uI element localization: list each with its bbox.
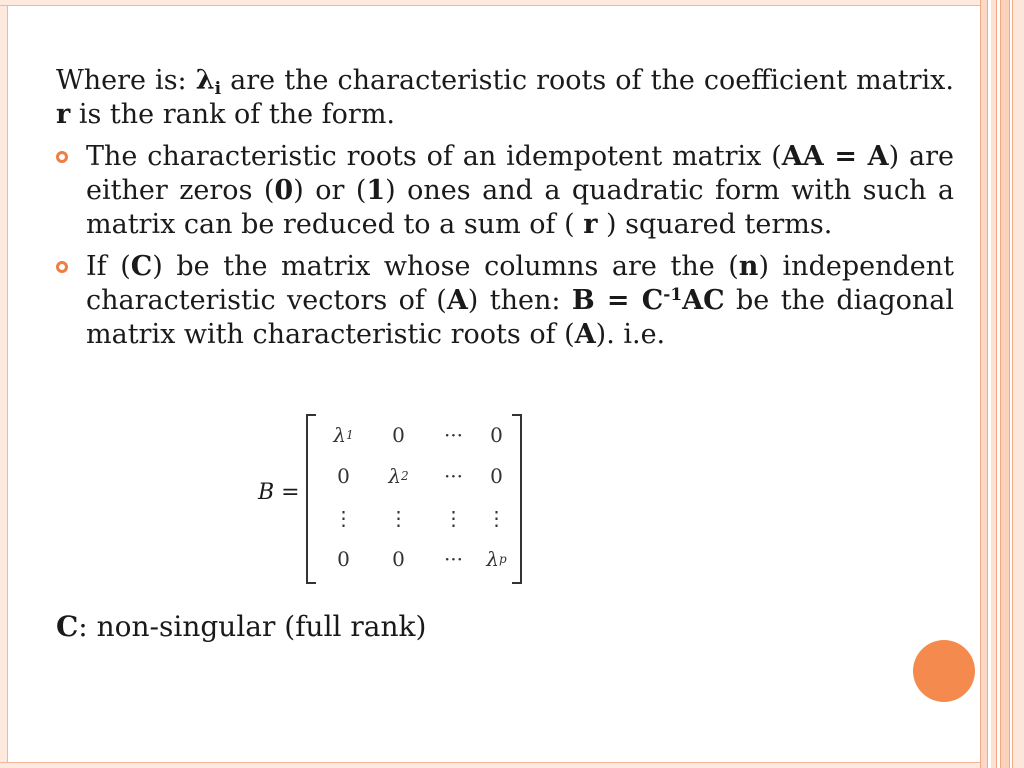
text: be the diagonal matrix with characteristic roots of ( xyxy=(86,285,955,350)
stripe xyxy=(1000,0,1010,768)
matrix-cell xyxy=(371,497,426,539)
matrix-cell xyxy=(426,414,481,456)
bold-term: AA = A xyxy=(781,141,889,172)
matrix-cell-value: 0 xyxy=(337,547,350,572)
footer-bold: C xyxy=(56,610,79,643)
bold-term: C xyxy=(130,251,153,282)
decorative-stripes xyxy=(980,0,1024,768)
lambda-symbol: λ xyxy=(195,65,215,96)
stripe xyxy=(980,0,988,768)
slide-frame-left xyxy=(0,0,8,768)
bold-term: 1 xyxy=(366,175,386,206)
matrix-cell-value: 0 xyxy=(392,547,405,572)
bullet-idempotent xyxy=(56,140,954,242)
intro-paragraph xyxy=(56,64,954,132)
bold-term: A xyxy=(446,285,468,316)
matrix-grid xyxy=(316,414,512,580)
bullet-icon xyxy=(56,261,68,273)
matrix-cell-value: ··· xyxy=(443,422,464,447)
matrix-cell-value: 0 xyxy=(490,464,503,489)
matrix-cell-value: ⋮ xyxy=(486,505,507,530)
text: ) or ( xyxy=(293,175,367,206)
matrix-cell xyxy=(426,539,481,581)
bold-term: AC xyxy=(682,285,725,316)
matrix-cell-value: ⋮ xyxy=(443,505,464,530)
matrix-cell-value: λ xyxy=(333,422,347,447)
text: is the rank of the form. xyxy=(70,99,395,130)
matrix-cell xyxy=(316,539,371,581)
bold-term: A xyxy=(574,319,596,350)
matrix-cell xyxy=(426,497,481,539)
bold-term: r xyxy=(583,209,598,240)
text: ) independent characteristic vectors of ( xyxy=(86,251,954,316)
text: ) are either zeros ( xyxy=(86,141,954,206)
decorative-circle xyxy=(913,640,975,702)
superscript: -1 xyxy=(663,285,683,305)
matrix-cell: λ 1 xyxy=(333,422,354,447)
footer-text: : non-singular (full rank) xyxy=(78,610,427,643)
matrix-cell-value: ⋮ xyxy=(388,505,409,530)
matrix-cell-value: ··· xyxy=(443,464,464,489)
matrix-lhs: B = xyxy=(258,480,300,505)
matrix-cell xyxy=(316,497,371,539)
matrix-cell xyxy=(371,539,426,581)
matrix-cell xyxy=(371,414,426,456)
text: ) ones and a quadratic form with such a matrix can be reduced to a sum of ( xyxy=(86,175,954,240)
matrix-cell xyxy=(481,497,512,539)
matrix-cell: λ p xyxy=(486,547,507,572)
left-bracket xyxy=(306,414,316,584)
text: The characteristic roots of an idempotent matrix ( xyxy=(86,141,782,172)
stripe xyxy=(1012,0,1024,768)
matrix-cell-value: ··· xyxy=(443,547,464,572)
matrix-cell xyxy=(481,456,512,498)
matrix-cell-value: ⋮ xyxy=(333,505,354,530)
right-bracket xyxy=(512,414,522,584)
text: If ( xyxy=(86,251,131,282)
text: are the characteristic roots of the coefficient matrix. xyxy=(221,65,954,96)
bold-term: B = C xyxy=(571,285,664,316)
matrix-cell-value: 0 xyxy=(392,422,405,447)
slide-frame-bottom xyxy=(0,762,980,768)
bold-term: n xyxy=(738,251,759,282)
matrix-cell-value: λ xyxy=(486,547,499,572)
matrix-cell xyxy=(316,456,371,498)
lambda-subscript: i xyxy=(214,79,222,99)
slide-frame-top xyxy=(0,0,980,6)
bullet-icon xyxy=(56,151,68,163)
bold-term: 0 xyxy=(274,175,294,206)
bullet-diagonalization xyxy=(56,250,954,352)
diagonal-matrix-equation xyxy=(258,410,538,580)
rank-symbol: r xyxy=(56,99,71,130)
footer-note xyxy=(56,610,426,644)
text: ) squared terms. xyxy=(597,209,833,240)
matrix-cell xyxy=(426,456,481,498)
matrix-cell: λ 2 xyxy=(388,464,409,489)
slide-body xyxy=(56,64,954,352)
matrix-cell-value: 0 xyxy=(490,422,503,447)
text: ) be the matrix whose columns are the ( xyxy=(152,251,739,282)
text: ) then: xyxy=(467,285,572,316)
text: Where is: xyxy=(56,65,196,96)
matrix-cell xyxy=(481,414,512,456)
text: ). i.e. xyxy=(595,319,666,350)
matrix-cell-value: λ xyxy=(388,464,402,489)
matrix-cell-value: 0 xyxy=(337,464,350,489)
stripe xyxy=(991,0,997,768)
